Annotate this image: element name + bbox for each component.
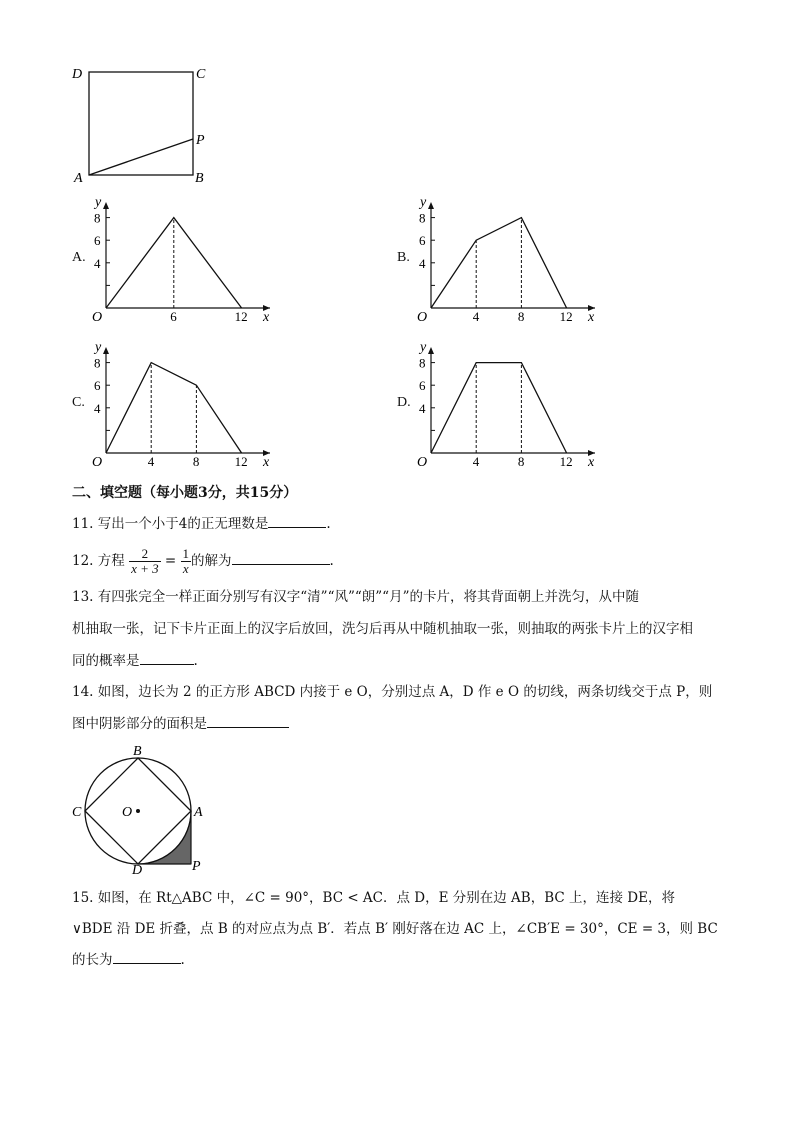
q12-end: . (329, 553, 334, 569)
q12-fraction-1 (129, 547, 161, 576)
label-P: P (192, 859, 201, 874)
q14-line1: 14. 如图，边长为 2 的正方形 ABCD 内接于 e O，分别过点 A，D 作 e O 的切线，两条切线交于点 P，则 (72, 684, 713, 700)
section-title: 二、填空题（每小题3分，共15分） (72, 485, 298, 501)
y-axis-arrow (428, 347, 434, 354)
x-tick-label: 8 (517, 309, 525, 324)
label-P: P (196, 133, 205, 148)
label-D: D (72, 67, 83, 82)
x-tick-label: 12 (234, 454, 248, 469)
origin-label: O (417, 455, 428, 470)
question-13 (72, 582, 693, 676)
x-tick-label: 12 (234, 309, 248, 324)
origin-label: O (92, 310, 103, 325)
y-tick-label: 4 (94, 400, 101, 416)
graph-d (395, 335, 615, 475)
circle-figure-svg (70, 740, 220, 875)
label-A: A (194, 805, 203, 820)
q15-blank[interactable] (113, 949, 181, 964)
y-tick-label: 6 (419, 378, 426, 394)
graph-line (431, 363, 567, 453)
label-D: D (132, 863, 143, 875)
square-figure-svg (70, 62, 220, 192)
option-letter: D. (397, 395, 411, 410)
q13-blank[interactable] (140, 650, 194, 665)
q14-blank[interactable] (207, 713, 289, 728)
y-tick-label: 8 (94, 210, 101, 226)
y-tick-label: 8 (419, 355, 426, 371)
question-12 (72, 544, 334, 578)
label-B: B (195, 171, 204, 186)
y-axis-arrow (103, 202, 109, 209)
y-tick-label: 4 (94, 255, 101, 271)
q13-line2: 机抽取一张，记下卡片正面上的汉字后放回，洗匀后再从中随机抽取一张，则抽取的两张卡片上的汉字相 (72, 621, 693, 637)
q12-frac2-num: 1 (182, 546, 190, 561)
y-tick-label: 8 (419, 210, 426, 226)
x-axis-label: x (588, 455, 595, 470)
q11-blank[interactable] (268, 513, 326, 528)
graph-b (395, 190, 615, 330)
q12-frac1-num: 2 (129, 547, 161, 562)
option-letter: B. (397, 250, 410, 265)
origin-label: O (417, 310, 428, 325)
square-outline (89, 72, 193, 175)
option-letter: A. (72, 250, 86, 265)
q15-end: . (180, 952, 185, 968)
x-tick-label: 12 (559, 309, 573, 324)
q13-line3: 同的概率是 (72, 653, 140, 669)
y-tick-label: 6 (94, 233, 101, 249)
y-axis-arrow (103, 347, 109, 354)
graph-a (70, 190, 290, 330)
y-axis-arrow (428, 202, 434, 209)
q15-line2: ∨BDE 沿 DE 折叠，点 B 的对应点为点 B′．若点 B′ 刚好落在边 AC 上，∠CB′E = 30°，CE = 3，则 BC (72, 921, 718, 937)
x-tick-label: 4 (472, 309, 480, 324)
y-tick-label: 4 (419, 255, 426, 271)
q13-line1: 13. 有四张完全一样正面分别写有汉字“清”“风”“朗”“月”的卡片，将其背面朝上并洗匀，从中随 (72, 589, 639, 605)
y-tick-label: 6 (94, 378, 101, 394)
y-tick-label: 6 (419, 233, 426, 249)
x-tick-label: 4 (472, 454, 480, 469)
square-figure (70, 62, 220, 192)
graph-line (431, 218, 567, 308)
q12-suffix: 的解为 (191, 553, 232, 569)
q14-line2: 图中阴影部分的面积是 (72, 716, 207, 732)
label-B: B (133, 744, 142, 759)
x-tick-label: 8 (192, 454, 200, 469)
label-A: A (74, 171, 83, 186)
x-tick-label: 12 (559, 454, 573, 469)
x-tick-label: 6 (170, 309, 177, 324)
q11-text: 11. 写出一个小于4的正无理数是 (72, 516, 269, 532)
q12-equals: = (164, 553, 177, 569)
y-axis-label: y (420, 340, 427, 355)
question-11 (72, 509, 331, 539)
y-tick-label: 4 (419, 400, 426, 416)
label-O: O (122, 805, 133, 820)
q13-end: . (193, 653, 198, 669)
q12-frac2-den: x (182, 561, 189, 576)
circle-figure (70, 740, 220, 875)
graph-c (70, 335, 290, 475)
q12-prefix: 12. 方程 (72, 553, 125, 569)
segment-AP (89, 139, 193, 175)
question-15 (72, 883, 718, 975)
x-axis-label: x (263, 455, 270, 470)
q15-line1: 15. 如图，在 Rt△ABC 中，∠C = 90°，BC < AC．点 D，E 分别在边 AB，BC 上，连接 DE，将 (72, 890, 675, 906)
q12-frac1-den: x + 3 (131, 561, 159, 576)
question-14 (72, 677, 712, 739)
x-axis-label: x (588, 310, 595, 325)
y-axis-label: y (420, 195, 427, 210)
option-letter: C. (72, 395, 85, 410)
x-tick-label: 8 (517, 454, 525, 469)
y-axis-label: y (95, 340, 102, 355)
q12-fraction-2 (181, 547, 192, 576)
q11-end: . (326, 516, 331, 532)
q15-line3: 的长为 (72, 952, 113, 968)
origin-label: O (92, 455, 103, 470)
center-dot (136, 809, 140, 813)
q12-blank[interactable] (232, 550, 330, 565)
label-C: C (72, 805, 82, 820)
graph-line (106, 363, 242, 453)
y-tick-label: 8 (94, 355, 101, 371)
label-C: C (196, 67, 206, 82)
x-axis-label: x (263, 310, 270, 325)
x-tick-label: 4 (147, 454, 155, 469)
y-axis-label: y (95, 195, 102, 210)
